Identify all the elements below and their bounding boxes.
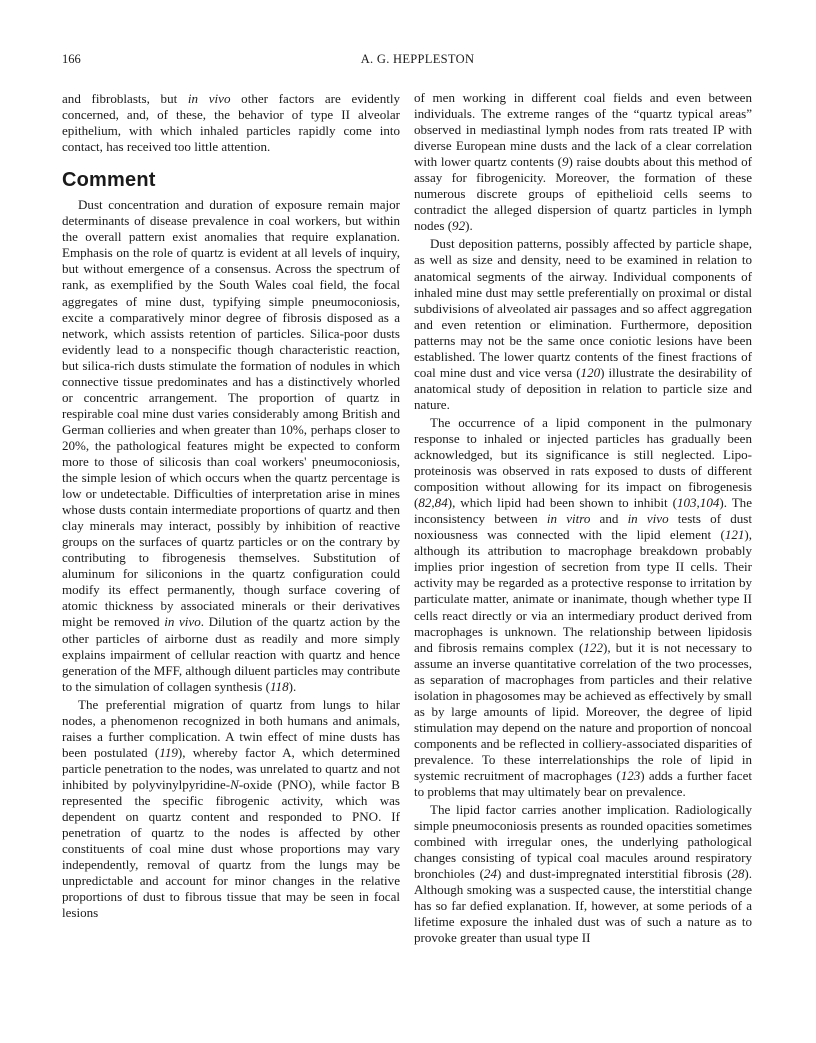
italic-text-run: 120: [580, 364, 601, 380]
italic-text-run: 82,84: [418, 495, 448, 511]
page-number: 166: [62, 52, 81, 66]
text-run: ).: [288, 678, 297, 694]
italic-text-run: 119: [159, 744, 178, 760]
text-run: The occurrence of a lipid component in the pulmonary response to inhaled or injected particles has gradually been acknowledged, but its significance is still neglected. Lipo-proteinosis was observed in rats exposed to dusts of different composition without allowing for its impact on fibrogenesis (: [414, 414, 752, 511]
text-run: ), although its attribution to macrophage breakdown probably implies prior ingestion of secretion from type II cells. Their activity may be regarded as a protective response to irritation by particulate matter, animate or inanimate, though whether type II cells react directly or via an intermediary product derived from macrophages is unknown. The relationship between lipidosis and fibrosis remains complex (: [414, 527, 752, 655]
italic-text-run: 28: [731, 866, 745, 882]
italic-text-run: in vitro: [546, 511, 591, 527]
italic-text-run: in vivo: [164, 614, 201, 630]
italic-text-run: 24: [483, 866, 497, 882]
text-run: The lipid factor carries another implication. Radiologically simple pneumoconiosis presents as rounded opacities sometimes combined with irregular ones, the underlying pathological changes consisting of typical coal macules around respiratory bronchioles (: [414, 802, 752, 882]
italic-text-run: 103,104: [676, 495, 720, 511]
body-paragraph: [414, 90, 752, 234]
italic-text-run: 9: [561, 154, 569, 170]
italic-text-run: 122: [583, 639, 603, 655]
body-paragraph: [62, 697, 400, 922]
italic-text-run: in vivo: [187, 91, 231, 106]
text-run: ). The inconsistency between: [414, 495, 752, 527]
page-header: [62, 52, 773, 72]
text-run: and: [590, 511, 628, 527]
italic-text-run: 121: [724, 527, 745, 543]
italic-text-run: 123: [620, 767, 641, 783]
text-run: ), whereby factor A, which determined particle penetration to the nodes, was unrelated to quartz and not inhibited by polyvinylpyridine-: [62, 744, 400, 792]
text-run: ) raise doubts about this method of assay for fibrogenicity. Moreover, the formation of these numerous discrete groups of epithelioid cells seems to contradict the alleged dispersion of quartz particles in lymph nodes (: [414, 154, 752, 234]
text-run: tests of dust noxiousness was connected with the lipid element (: [414, 511, 752, 543]
intro-paragraph: [62, 91, 400, 155]
left-column: [62, 91, 400, 921]
body-paragraph: [414, 236, 752, 413]
running-head: A. G. HEPPLESTON: [360, 52, 475, 66]
italic-text-run: in vivo: [627, 511, 669, 527]
text-run: ) illustrate the desirability of anatomical study of deposition in relation to particle size and nature.: [414, 364, 752, 412]
text-run: The preferential migration of quartz from lungs to hilar nodes, a phenomenon recognized in both humans and animals, raises a further complication. A twin effect of mine dusts has been postulated (: [62, 696, 400, 760]
text-run: and fibroblasts, but: [62, 91, 188, 106]
text-run: ) adds a further facet to problems that may ultimately bear on prevalence.: [414, 767, 752, 800]
right-column: [414, 90, 752, 946]
text-run: ) and dust-impregnated interstitial fibrosis (: [496, 866, 732, 882]
body-paragraph: [62, 197, 400, 694]
italic-text-run: 118: [270, 678, 289, 694]
text-run: of men working in different coal fields and even between individuals. The extreme ranges of the “quartz typical areas” observed in mediastinal lymph nodes from rats treated IP with diverse European mine dusts and the lack of a clear correlation with lower quartz contents (: [414, 90, 752, 170]
text-run: Dust deposition patterns, possibly affected by particle shape, as well as size and density, need to be examined in relation to anatomical segments of the airway. Individual components of inhaled mine dust may settle preferentially on proximal or distal subdivisions of alveolated air passages and so affect aggregation and even retention or elimination. Furthermore, deposition patterns may not be the same once coniotic lesions have been established. The lower quartz contents of the finest fractions of coal mine dust and vice versa (: [414, 236, 752, 380]
text-run: ).: [465, 218, 473, 234]
text-run: ). Although smoking was a suspected cause, the interstitial change has so far defied explanation. If, however, at some periods of a lifetime exposure the inhaled dust was of such a nature as to provoke greater than usual type II: [414, 866, 752, 946]
text-run: other factors are evidently concerned, and, of these, the behavior of type II alveolar epithelium, with which inhaled particles rapidly come into contact, has received too little attention.: [62, 91, 401, 155]
text-run: -oxide (PNO), while factor B represented the specific fibrogenic activity, which was dependent on quartz content and responded to PNO. If penetration of quartz to the nodes is affected by other constituents of coal mine dust whose proportions may vary independently, removal of quartz from the lungs may be unpredictable and account for minor changes in the relative proportions of dust to fibrous tissue that may be seen in focal lesions: [62, 776, 400, 921]
body-paragraph: [414, 802, 752, 946]
body-paragraph: [414, 415, 752, 800]
section-heading: Comment: [62, 169, 156, 192]
italic-text-run: 92: [452, 218, 466, 234]
text-run: ), but it is not necessary to assume an inverse quantitative correlation of the two processes, as separation of macrophages from particles and their relative isolation in phagosomes may be achieved as effectively by small as by large amounts of lipid. Moreover, the degree of lipid stimulation may depend on the nature and proportion of noncoal components and be reflected in colliery-associated disparities of prevalence. To these interrelationships the role of lipid in systemic recruitment of macrophages (: [414, 639, 752, 783]
text-run: ), which lipid had been shown to inhibit (: [447, 495, 677, 511]
italic-text-run: N: [230, 776, 239, 792]
text-run: Dust concentration and duration of exposure remain major determinants of disease prevalence in coal workers, but within the overall pattern exist anomalies that require explanation. Emphasis on the role of quartz is evident at all levels of inquiry, but without emergence of a consensus. Across the spectrum of rank, as exemplified by the South Wales coal field, the focal aggregates of mine dust, typifying simple pneumoconiosis, excite a comparatively minor degree of fibrosis disposed as a network, which assists retention of particles. Silica-poor dusts evidently lead to a nonspecific though characteristic reaction, but silica-rich dusts stimulate the formation of nodules in which connective tissue predominates and has a distinctively whorled or concentric arrangement. The proportion of quartz in respirable coal mine dust varies considerably among British and German collieries and when greater than 10%, perhaps closer to 20%, the pathological features might be expected to conform more to those of silicosis than coal workers' pneumoconiosis, the simple lesion of which occurs when the quartz percentage is low or undetectable. Difficulties of interpretation arise in mines whose dusts contain intermediate proportions of quartz and then clay minerals may interact, possibly by inhibition of reactive groups on the surfaces of quartz particles or on the contrary by contributing to fibrogenesis themselves. Substitution of aluminum for siliconions in the quartz configuration could modify its effect permanently, though surface covering of atomic thickness by associated minerals or their derivatives might be removed: [62, 197, 400, 630]
text-run: . Dilution of the quartz action by the other particles of airborne dust as readily and more simply explains impairment of cellular reaction with quartz and hence generation of the MFF, although diluent particles may contribute to the simulation of collagen synthesis (: [62, 614, 401, 694]
